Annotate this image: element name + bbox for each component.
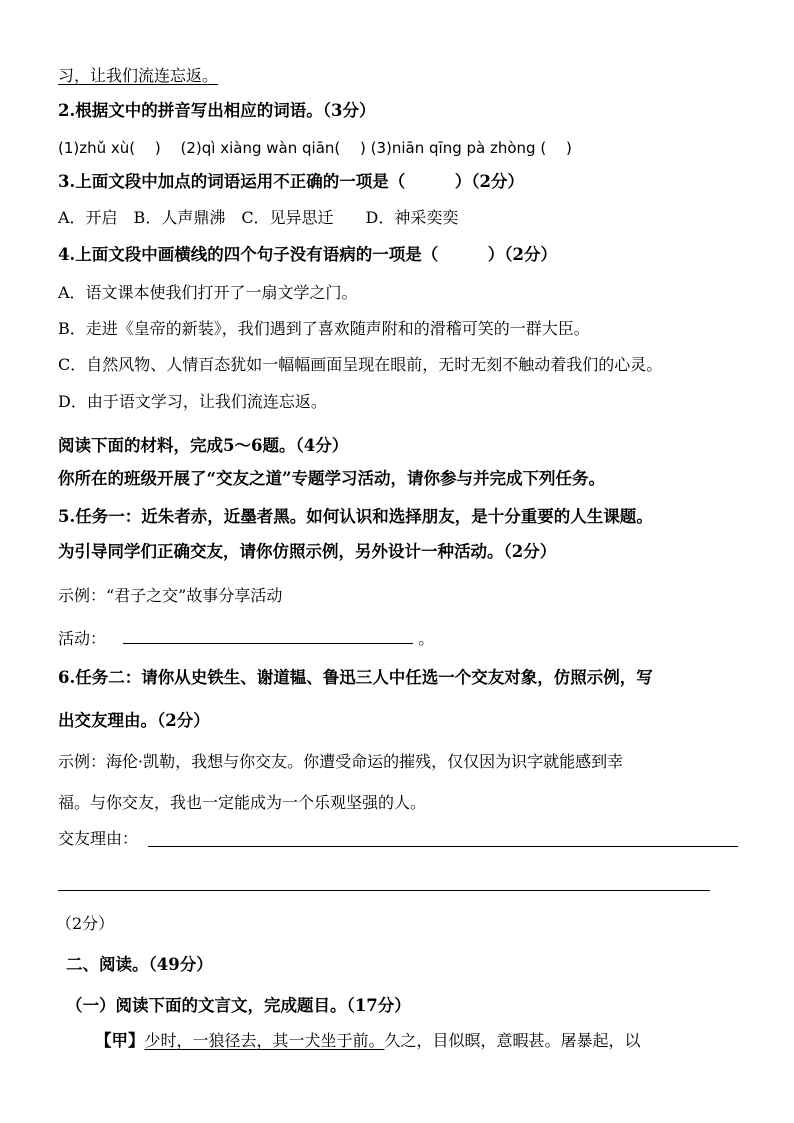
jia-label: 【甲】 bbox=[95, 1031, 145, 1050]
q5-line-2-text: 为引导同学们正确交友，请你仿照示例，另外设计一种活动。（2分） bbox=[58, 542, 557, 561]
q4-option-b-text: B．走进《皇帝的新装》，我们遇到了喜欢随声附和的滑稽可笑的一群大臣。 bbox=[58, 319, 590, 338]
q5-line-2 bbox=[58, 542, 556, 562]
reading-intro-text: 阅读下面的材料，完成5～6题。（4分） bbox=[58, 436, 349, 455]
part-1-title bbox=[66, 996, 411, 1016]
q2-pinyin-text: (1)zhǔ xù( ) (2)qì xiàng wàn qiān( ) (3)niān qīng pà zhòng ( ) bbox=[58, 139, 572, 157]
activity-intro bbox=[58, 469, 605, 489]
q2-title-text: 2.根据文中的拼音写出相应的词语。（3分） bbox=[58, 101, 376, 120]
jia-rest-text: 久之，目似瞑，意暇甚。屠暴起，以 bbox=[384, 1031, 641, 1050]
q5-activity-label: 活动： bbox=[58, 629, 107, 648]
q4-option-d-text: D．由于语文学习，让我们流连忘返。 bbox=[58, 392, 327, 411]
passage-jia-first-line bbox=[95, 1031, 641, 1051]
q6-reason-label-text: 交友理由： bbox=[58, 829, 139, 848]
q5-activity-period: 。 bbox=[418, 629, 435, 648]
q6-reason-label bbox=[58, 829, 138, 849]
q4-option-a-text: A．语文课本使我们打开了一扇文学之门。 bbox=[58, 283, 358, 302]
q4-option-c bbox=[58, 355, 662, 375]
q6-score bbox=[56, 914, 114, 934]
passage-tail-line bbox=[58, 66, 218, 86]
q6-line-2-text: 出交友理由。（2分） bbox=[58, 711, 210, 730]
q5-example-text: 示例：“君子之交”故事分享活动 bbox=[58, 586, 283, 605]
q4-title-text: 4.上面文段中画横线的四个句子没有语病的一项是（ ）（2分） bbox=[58, 245, 557, 264]
q4-option-d bbox=[58, 392, 327, 412]
q5-line-1 bbox=[58, 507, 653, 527]
q4-title bbox=[58, 245, 557, 265]
q6-example-1 bbox=[58, 752, 623, 772]
section-2-title bbox=[66, 955, 213, 975]
passage-tail-text: 习，让我们流连忘返。 bbox=[58, 66, 219, 85]
q4-option-a bbox=[58, 283, 358, 303]
jia-underlined-sentence: 少时，一狼径去，其一犬坐于前。 bbox=[144, 1031, 385, 1050]
q4-option-c-text: C．自然风物、人情百态犹如一幅幅画面呈现在眼前，无时无刻不触动着我们的心灵。 bbox=[58, 355, 663, 374]
q6-line-1 bbox=[58, 668, 653, 688]
q5-activity-answer bbox=[58, 629, 434, 649]
q5-example bbox=[58, 586, 282, 606]
q3-options bbox=[58, 208, 458, 228]
q6-example-2-text: 福。与你交友，我也一定能成为一个乐观坚强的人。 bbox=[58, 793, 427, 812]
q6-reason-blank-2[interactable] bbox=[58, 890, 710, 891]
q3-title bbox=[58, 172, 524, 192]
q6-score-text: （2分） bbox=[56, 914, 115, 933]
q6-reason-blank-1[interactable] bbox=[148, 846, 738, 847]
q2-pinyin-items bbox=[58, 138, 572, 158]
part-1-title-text: （一）阅读下面的文言文，完成题目。（17分） bbox=[66, 996, 411, 1015]
q3-options-text: A．开启 B．人声鼎沸 C．见异思迁 D．神采奕奕 bbox=[58, 208, 459, 227]
q6-line-1-text: 6.任务二：请你从史铁生、谢道韫、鲁迅三人中任选一个交友对象，仿照示例，写 bbox=[58, 668, 653, 687]
reading-intro bbox=[58, 436, 348, 456]
q4-option-b bbox=[58, 319, 590, 339]
q6-example-1-text: 示例：海伦·凯勒，我想与你交友。你遭受命运的摧残，仅仅因为识字就能感到幸 bbox=[58, 752, 624, 771]
q6-example-2 bbox=[58, 793, 426, 813]
q2-title bbox=[58, 101, 375, 121]
q3-title-text: 3.上面文段中加点的词语运用不正确的一项是（ ）（2分） bbox=[58, 172, 524, 191]
q5-activity-blank[interactable] bbox=[123, 629, 413, 644]
q6-line-2 bbox=[58, 711, 210, 731]
section-2-title-text: 二、阅读。（49分） bbox=[66, 955, 213, 974]
q5-line-1-text: 5.任务一：近朱者赤，近墨者黑。如何认识和选择朋友，是十分重要的人生课题。 bbox=[58, 507, 653, 526]
activity-intro-text: 你所在的班级开展了“交友之道”专题学习活动，请你参与并完成下列任务。 bbox=[58, 469, 605, 488]
